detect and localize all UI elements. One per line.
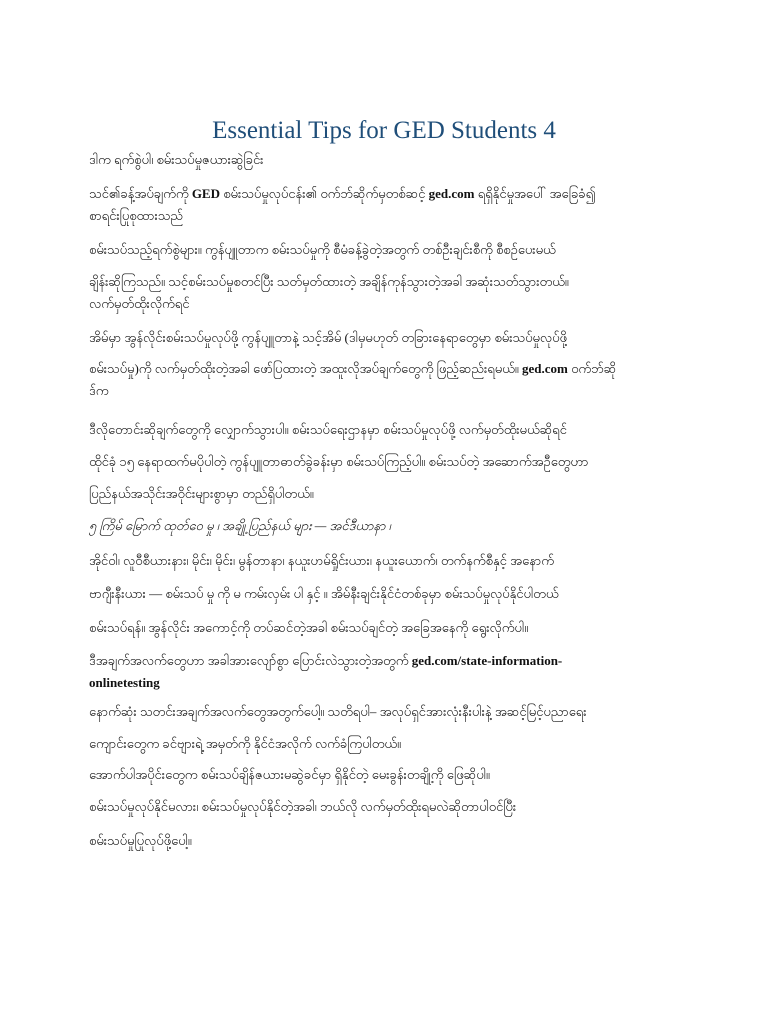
- text-segment: အောက်ပါအပိုင်းတွေက စမ်းသပ်ချိန်ဇယားမဆွဲခင်မှာ ရှိနိုင်တဲ့ မေးခွန်းတချို့ကို ဖြေဆိုပါ။: [89, 767, 490, 782]
- text-line: [89, 796, 685, 818]
- text-segment: စမ်းသပ်မှုလုပ်နိုင်မလား၊ စမ်းသပ်မှုလုပ်နိုင်တဲ့အခါ၊ ဘယ်လို လက်မှတ်ထိုးရမလဲဆိုတာပါဝင်ပြီး: [89, 799, 517, 814]
- text-line: [89, 617, 685, 639]
- paragraph: [89, 327, 685, 349]
- paragraph: [89, 358, 685, 402]
- text-segment: အိမ်မှာ အွန်လိုင်းစမ်းသပ်မှုလုပ်ဖို့ ကွန်ပျူတာနဲ့ သင့်အိမ် (ဒါမှမဟုတ် တခြားနေရာတွေမှာ စမ်းသပ်မှုလုပ်ဖို့: [89, 330, 567, 345]
- paragraph: [89, 550, 685, 572]
- paragraph: [89, 764, 685, 786]
- text-line: [89, 149, 685, 171]
- text-line: [89, 380, 685, 402]
- text-line: [89, 764, 685, 786]
- text-line: [89, 293, 685, 315]
- paragraph: [89, 451, 685, 473]
- paragraph: [89, 419, 685, 441]
- paragraph: [89, 617, 685, 639]
- text-line: [89, 271, 685, 293]
- text-segment: စမ်းသပ်ရန်။ အွန်လိုင်း အကောင့်ကို တပ်ဆင်တဲ့အခါ စမ်းသပ်ချင်တဲ့ အခြေအနေကို ရွေးလိုက်ပါ။: [89, 620, 529, 635]
- text-segment: သင်၏ခန့်အပ်ချက်ကို: [89, 186, 192, 201]
- paragraph: [89, 650, 685, 694]
- text-line: [89, 451, 685, 473]
- paragraph: [89, 515, 685, 537]
- text-segment: နောက်ဆုံး သတင်းအချက်အလက်တွေအတွက်ပေါ့။ သတိရပါ– အလုပ်ရှင်အားလုံးနီးပါးနဲ့ အဆင့်မြင့်ပညာရေး: [89, 704, 587, 719]
- text-segment: ဒီအချက်အလက်တွေဟာ အခါအားလျော်စွာ ပြောင်းလဲသွားတဲ့အတွက်: [89, 653, 412, 668]
- text-line: [89, 830, 685, 852]
- paragraph: [89, 733, 685, 755]
- document-title: Essential Tips for GED Students 4: [212, 117, 556, 144]
- text-segment: ၅ ကြိမ် မြောက် ထုတ်ဝေ မှု ၊ အချို့ ပြည်နယ် များ — အင်ဒီယာနာ ၊: [89, 518, 391, 533]
- text-segment: စမ်းသပ်မှုလုပ်ငန်း၏ ဝက်ဘ်ဆိုက်မှတစ်ဆင့်: [219, 186, 429, 201]
- bold-link-ged-com: ged.com: [428, 186, 475, 201]
- text-segment: စမ်းသပ်မှု)ကို လက်မှတ်ထိုးတဲ့အခါ ဖော်ပြထားတဲ့ အထူးလိုအပ်ချက်တွေကို ဖြည့်ဆည်းရမယ်။: [89, 361, 522, 376]
- text-line: [89, 419, 685, 441]
- text-segment: ဝက်ဘ်ဆို: [567, 361, 617, 376]
- paragraph: [89, 183, 685, 227]
- text-segment: ချိန်းဆိုကြသည်။ သင့်စမ်းသပ်မှုစတင်ပြီး သတ်မှတ်ထားတဲ့ အချိန်ကုန်သွားတဲ့အခါ အဆုံးသတ်သွားတယ်။: [89, 274, 569, 289]
- text-segment: ရရှိနိုင်မှုအပေါ် အခြေခံ၍: [474, 186, 596, 201]
- text-segment: ဒီလိုတောင်းဆိုချက်တွေကို လျှောက်သွားပါ။ စမ်းသပ်ရေးဌာနမှာ စမ်းသပ်မှုလုပ်ဖို့ လက်မှတ်ထိုးမယ်ဆိုရင်: [89, 422, 567, 437]
- text-line: [89, 733, 685, 755]
- bold-link-ged-com: ged.com: [522, 361, 568, 376]
- paragraph: [89, 830, 685, 852]
- text-line: [89, 650, 685, 672]
- text-segment: စာရင်းပြုစုထားသည်: [89, 208, 183, 223]
- text-segment: ထိုင်ခုံ ၁၅ နေရာထက်မပိုပါတဲ့ ကွန်ပျူတာဓာတ်ခွဲခန်းမှာ စမ်းသပ်ကြည့်ပါ။ စမ်းသပ်တဲ့ အဆောက်အဦတွေဟာ: [89, 454, 589, 469]
- paragraph: [89, 483, 685, 505]
- text-line: [89, 239, 685, 261]
- paragraph: [89, 583, 685, 605]
- bold-link-state-information: ged.com/state-information-: [411, 653, 563, 668]
- text-segment: အိုင်ဝါ၊ လူဝီစီယားနား၊ မိုင်း၊ မိုင်း၊ မွန်တာနာ၊ နယူးဟမ်ရှိုင်းယား၊ နယူးယောက်၊ တက်နက်စီနှင့် အနောက်: [89, 553, 554, 568]
- paragraph: [89, 149, 685, 171]
- bold-term-ged: GED: [191, 186, 220, 201]
- text-line: [89, 358, 685, 380]
- text-line: [89, 483, 685, 505]
- text-line: [89, 205, 685, 227]
- text-line: [89, 583, 685, 605]
- text-segment: ဒါက ရက်စွဲပါ၊ စမ်းသပ်မှုဇယားဆွဲခြင်း: [89, 152, 264, 167]
- paragraph: [89, 271, 685, 315]
- paragraph: [89, 239, 685, 261]
- text-line: [89, 672, 685, 694]
- text-segment: စမ်းသပ်မှုပြုလုပ်ဖို့ပေါ့။: [89, 833, 192, 848]
- italic-text-line: [89, 515, 685, 537]
- text-line: [89, 550, 685, 572]
- text-segment: ကျောင်းတွေက ခင်ဗျားရဲ့ အမှတ်ကို နိုင်ငံအလိုက် လက်ခံကြပါတယ်။: [89, 736, 401, 751]
- text-segment: စမ်းသပ်သည့်ရက်စွဲများ။ ကွန်ပျူတာက စမ်းသပ်မှုကို စီမံခန့်ခွဲတဲ့အတွက် တစ်ဦးချင်းစီကို စီစဉ်ပေးမယ်: [89, 242, 556, 257]
- text-line: [89, 183, 685, 205]
- text-line: [89, 327, 685, 349]
- text-segment: ပြည်နယ်အသိုင်းအဝိုင်းများစွာမှာ တည်ရှိပါတယ်။: [89, 486, 314, 501]
- text-segment: ဒ်က: [89, 383, 109, 398]
- text-line: [89, 701, 685, 723]
- text-segment: ဗာဂျီးနီးယား — စမ်းသပ် မှု ကို မ ကမ်းလှမ်း ပါ နှင့် ။ အိမ်နီးချင်းနိုင်ငံတစ်ခုမှာ စမ်းသပ်မှုလုပ်နိုင်ပါတယ်: [89, 586, 559, 601]
- paragraph: [89, 701, 685, 723]
- bold-link-state-information: onlinetesting: [89, 675, 160, 690]
- paragraph: [89, 796, 685, 818]
- text-segment: လက်မှတ်ထိုးလိုက်ရင်: [89, 296, 190, 311]
